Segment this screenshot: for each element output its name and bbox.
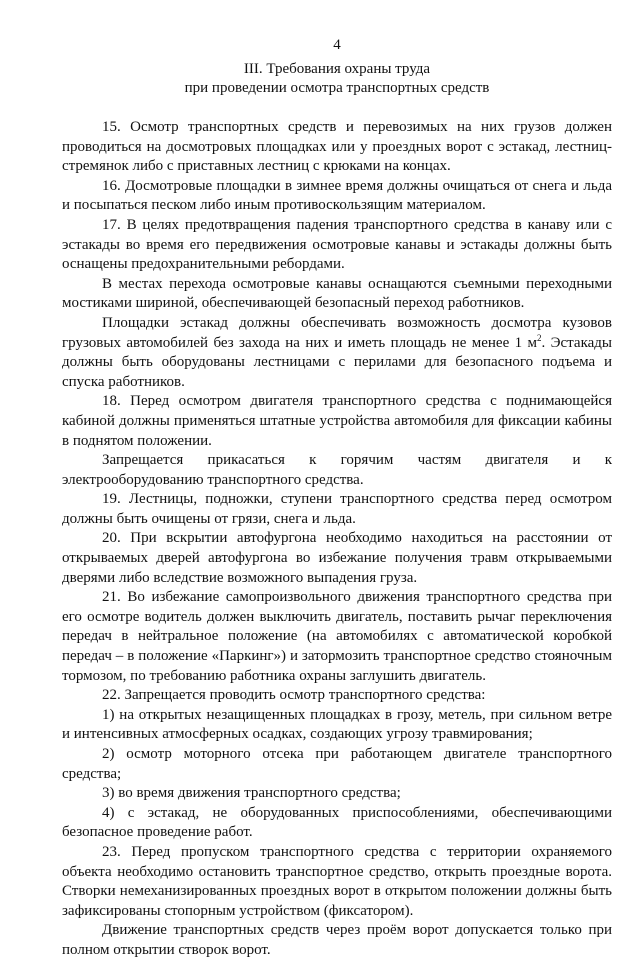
paragraph-23-gates: Движение транспортных средств через проём ворот допускается только при полном открытии створок ворот. (62, 922, 612, 958)
area-unit-superscript: 2 (536, 332, 542, 343)
paragraph-21: 21. Во избежание самопроизвольного движения транспортного средства при его осмотре водитель должен выключить двигатель, поставить рычаг переключения передач в нейтральное положение (на автомобилях с автоматической коробкой передач – в положение «Паркинг») и затормозить транспортное средство стояночным тормозом, по требованию работника охраны заглушить двигатель. (62, 589, 612, 684)
paragraph-17: 17. В целях предотвращения падения транспортного средства в канаву или с эстакады во время его передвижения осмотровые канавы и эстакады должны быть оснащены предохранительными ребордами. (62, 216, 612, 273)
paragraph-22-item-1: 1) на открытых незащищенных площадках в грозу, метель, при сильном ветре и интенсивных атмосферных осадках, создающих угрозу травмирования; (62, 706, 612, 743)
paragraph-17-platforms-text: Площадки эстакад должны обеспечивать возможность досмотра кузовов грузовых автомобилей без захода на них и иметь площадь не менее 1 м (62, 314, 612, 351)
paragraph-16: 16. Досмотровые площадки в зимнее время должны очищаться от снега и льда и посыпаться песком либо иным противоскользящим материалом. (62, 177, 612, 214)
paragraph-22-item-4: 4) с эстакад, не оборудованных приспособлениями, обеспечивающими безопасное проведение работ. (62, 804, 612, 841)
paragraph-15: 15. Осмотр транспортных средств и перевозимых на них грузов должен проводиться на досмотровых площадках или у проездных ворот с эстакад, лестниц-стремянок либо с приставных лестниц с крюками на концах. (62, 119, 612, 175)
paragraph-22-item-2: 2) осмотр моторного отсека при работающем двигателе транспортного средства; (62, 746, 612, 782)
paragraph-23: 23. Перед пропуском транспортного средства с территории охраняемого объекта необходимо остановить транспортное средство, открыть проездные ворота. Створки немеханизированных проездных ворот в открытом положении должны быть зафиксированы стопорным устройством (фиксатором). (62, 843, 612, 919)
paragraph-19: 19. Лестницы, подножки, ступени транспортного средства перед осмотром должны быть очищены от грязи, снега и льда. (62, 491, 612, 527)
paragraph-20: 20. При вскрытии автофургона необходимо находиться на расстоянии от открываемых дверей автофургона во избежание получения травм открываемыми дверями либо вследствие возможного выпадения груза. (62, 530, 612, 586)
page-number: 4 (333, 37, 341, 53)
paragraph-18: 18. Перед осмотром двигателя транспортного средства с поднимающейся кабиной должны применяться штатные устройства автомобиля для фиксации кабины в поднятом положении. (62, 393, 612, 449)
paragraph-22-item-3: 3) во время движения транспортного средства; (102, 785, 401, 802)
paragraph-17-bridges: В местах перехода осмотровые канавы оснащаются съемными переходными мостиками шириной, обеспечивающей безопасный переход работников. (62, 275, 612, 312)
paragraph-18-prohibition: Запрещается прикасаться к горячим частям двигателя и к электрооборудованию транспортного средства. (62, 452, 612, 488)
document-body (62, 118, 612, 961)
paragraph-22: 22. Запрещается проводить осмотр транспортного средства: (102, 687, 486, 704)
paragraph-17-platforms (62, 314, 612, 392)
section-title-line-1: III. Требования охраны труда (243, 61, 431, 77)
section-title-line-2: при проведении осмотра транспортных средств (184, 80, 490, 96)
paragraph-17-platforms-tail: . Эстакады должны быть оборудованы лестницами с перилами для безопасного подъема и спуска работников. (62, 334, 612, 390)
